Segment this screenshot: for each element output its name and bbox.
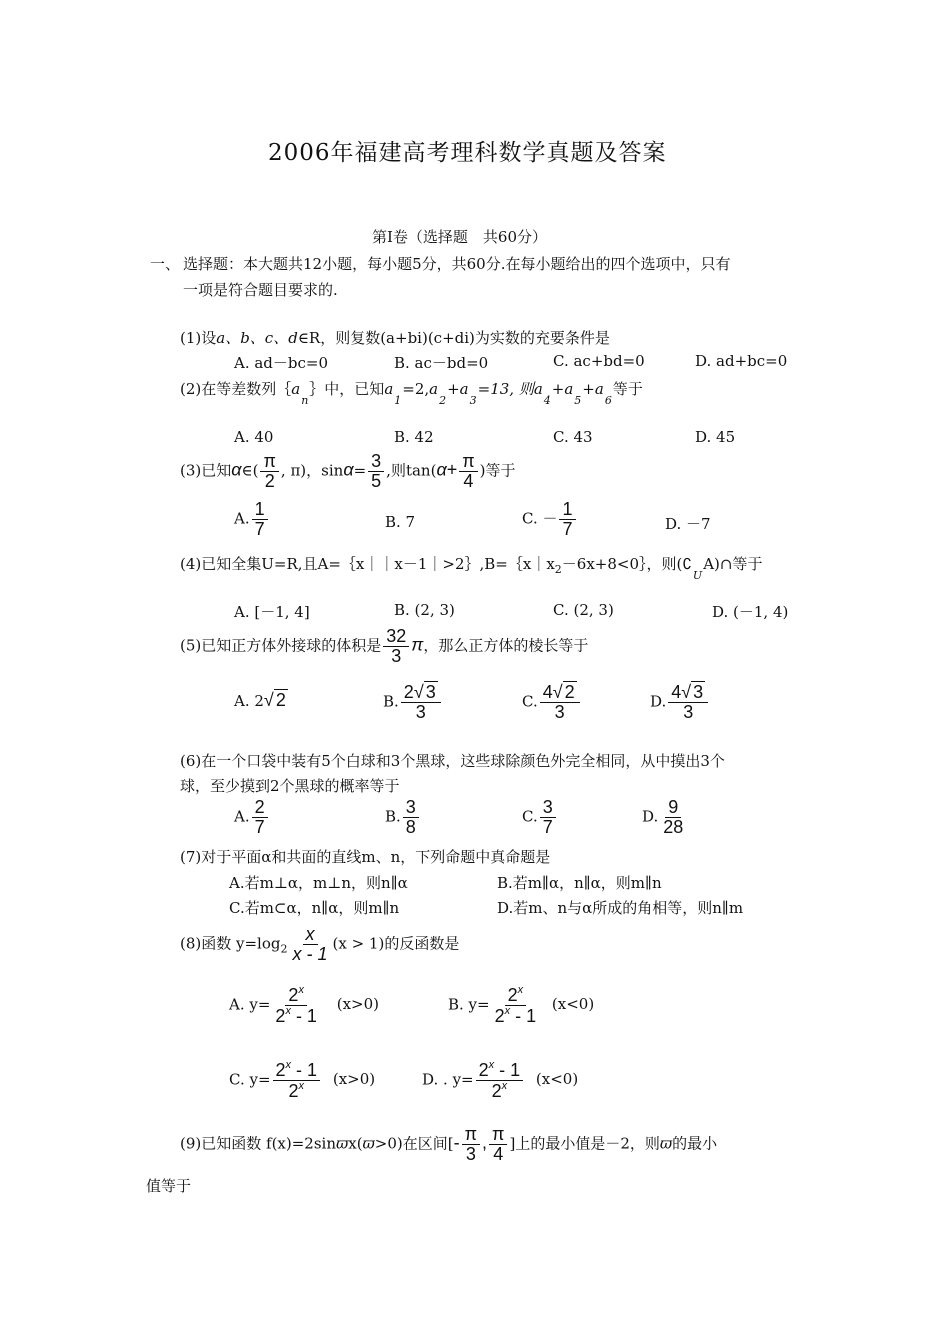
question-4-option-a: A. [－1, 4] xyxy=(234,603,310,621)
page-title: 2006年福建高考理科数学真题及答案 xyxy=(268,140,667,166)
question-6-option-b: B. $\frac{3}{8}$ xyxy=(385,798,421,837)
question-2-option-a: A. 40 xyxy=(234,428,274,446)
question-3-option-d: D. －7 xyxy=(665,515,711,533)
question-8-option-a: A. y= $\frac{2^x}{2^x - 1}$ (x>0) xyxy=(229,984,380,1026)
question-6-option-a: A. $\frac{2}{7}$ xyxy=(234,798,270,837)
question-5-option-d: D. $\frac{4√ 3}{3}$ xyxy=(650,683,710,722)
question-2-option-c: C. 43 xyxy=(553,428,593,446)
question-2-stem: (2)在等差数列$\{a_n\}$中，已知$a_1=2,a_2+a_3=13$, 则$a_4+a_5+a_6$等于 xyxy=(180,380,643,407)
question-9-stem-line2: 值等于 xyxy=(146,1177,192,1195)
question-1-option-b: B. ac－bd=0 xyxy=(394,354,489,372)
part-instructions-line1: 选择题：本大题共12小题，每小题5分，共60分.在每小题给出的四个选项中，只有 xyxy=(183,255,731,273)
part-instructions-line2: 一项是符合题目要求的. xyxy=(183,281,338,299)
question-4-option-c: C. (2, 3) xyxy=(553,601,614,619)
question-6-stem-line2: 球，至少摸到2个黑球的概率等于 xyxy=(180,777,400,795)
question-8-option-c: C. y= $\frac{2^x - 1}{2^x}$ (x>0) xyxy=(229,1059,376,1101)
question-6-stem-line1: (6)在一个口袋中装有5个白球和3个黑球，这些球除颜色外完全相同，从中摸出3个 xyxy=(180,752,725,770)
question-7-option-c: C.若m⊂α，n∥α，则m∥n xyxy=(229,899,400,917)
question-7-stem: (7)对于平面α和共面的直线m、n，下列命题中真命题是 xyxy=(180,848,551,866)
question-3-option-a: A. $\frac{1}{7}$ xyxy=(234,500,270,539)
question-5-option-b: B. $\frac{2√ 3}{3}$ xyxy=(383,683,443,722)
section-header: 第Ⅰ卷（选择题 共60分） xyxy=(372,228,548,246)
question-5-option-c: C. $\frac{4√ 2}{3}$ xyxy=(522,683,582,722)
question-8-option-d: D. . y= $\frac{2^x - 1}{2^x}$ (x<0) xyxy=(422,1059,579,1101)
question-2-option-b: B. 42 xyxy=(394,428,434,446)
question-1-option-d: D. ad+bc=0 xyxy=(695,352,788,370)
question-8-option-b: B. y= $\frac{2^x}{2^x - 1}$ (x<0) xyxy=(448,984,595,1026)
question-8-stem: (8)函数 $y=\log_2$ $\frac{x}{x - 1}$ (x > 1)的反函数是 xyxy=(180,924,460,964)
question-7-option-b: B.若m∥α，n∥α，则m∥n xyxy=(497,874,662,892)
question-6-option-d: D. $\frac{9}{28}$ xyxy=(642,797,684,837)
question-1-option-c: C. ac+bd=0 xyxy=(553,352,645,370)
question-4-option-b: B. (2, 3) xyxy=(394,601,455,619)
question-3-option-c: C. － $\frac{1}{7}$ xyxy=(522,500,578,539)
question-7-option-d: D.若m、n与α所成的角相等，则n∥m xyxy=(497,899,744,917)
question-5-stem: (5)已知正方体外接球的体积是 $\frac{32}{3}$ π，那么正方体的棱长等于 xyxy=(180,626,589,666)
question-4-stem: (4)已知全集U=R,且$A=\{x||x-1|>2\},B=\{x|x_2-6x+8<0\}$，则$(∁_UA)\cap$等于 xyxy=(180,555,763,582)
question-3-option-b: B. 7 xyxy=(385,513,416,531)
question-2-option-d: D. 45 xyxy=(695,428,736,446)
question-9-stem: (9)已知函数 f(x)=2sinϖx(ϖ>0)在区间[- $\frac{\pi}{3}$ , $\frac{\pi}{4}$ ]上的最小值是－2，则ϖ的最小 xyxy=(180,1124,718,1164)
part-number: 一、 xyxy=(150,255,181,273)
question-7-option-a: A.若m⊥α，m⊥n，则n∥α xyxy=(229,874,408,892)
question-3-stem: (3)已知α∈( $\frac{\pi}{2}$ , π)，sinα= $\frac{3}{5}$ ,则tan(α+ $\frac{\pi}{4}$ )等于 xyxy=(180,451,516,491)
question-5-option-a: A. 2√ 2 xyxy=(234,690,286,710)
question-6-option-c: C. $\frac{3}{7}$ xyxy=(522,798,558,837)
question-1-stem: (1)设a、b、c、d∈R，则复数(a+bi)(c+di)为实数的充要条件是 xyxy=(180,329,610,347)
question-4-option-d: D. (－1, 4) xyxy=(712,603,789,621)
question-1-option-a: A. ad－bc=0 xyxy=(234,354,329,372)
